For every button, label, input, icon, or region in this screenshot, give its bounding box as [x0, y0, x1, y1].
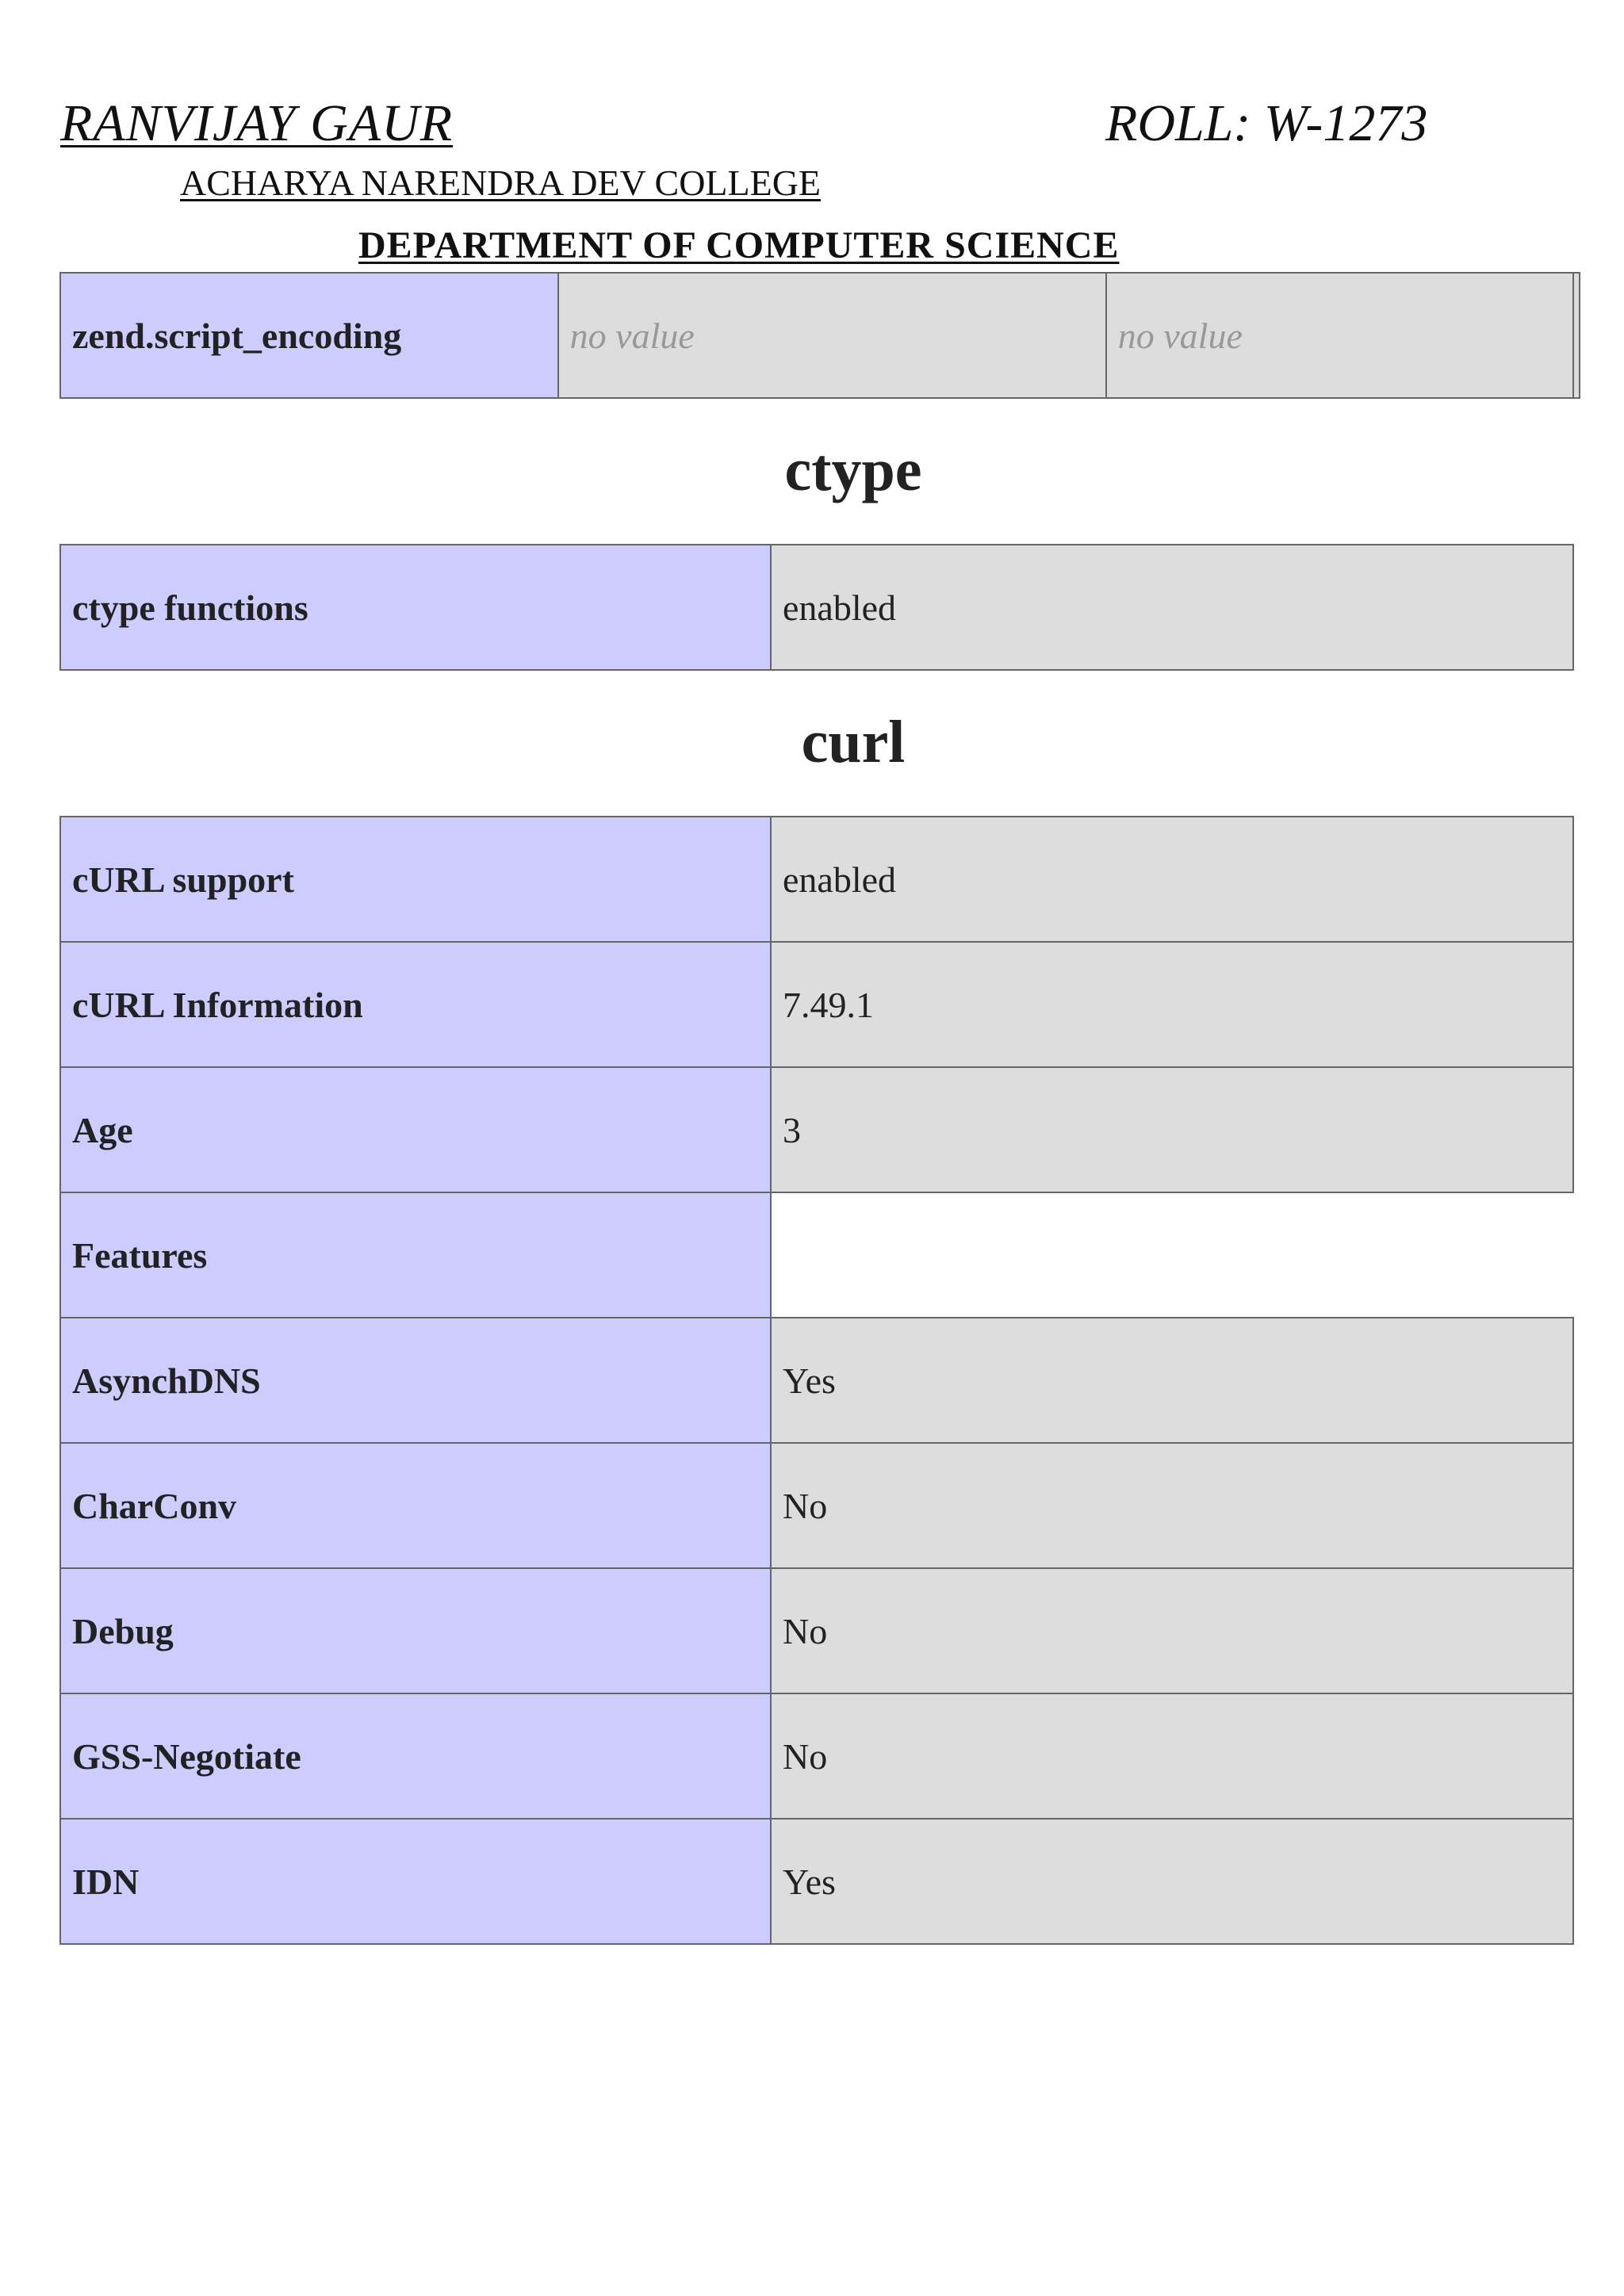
setting-key: GSS-Negotiate: [60, 1693, 771, 1819]
local-value: no value: [558, 273, 1106, 398]
setting-key: Debug: [60, 1568, 771, 1693]
section-title-ctype: ctype: [784, 437, 922, 503]
setting-value: enabled: [771, 817, 1573, 942]
setting-value: 7.49.1: [771, 942, 1573, 1067]
setting-value: 3: [771, 1067, 1573, 1192]
table-edge: [1573, 273, 1580, 398]
college-name: ACHARYA NARENDRA DEV COLLEGE: [180, 163, 822, 203]
roll-number: ROLL: W-1273: [1105, 94, 1428, 152]
setting-key: zend.script_encoding: [60, 273, 558, 398]
ctype-table: [59, 544, 1574, 671]
section-title-curl: curl: [801, 709, 906, 775]
setting-value: No: [771, 1693, 1573, 1819]
table-row: [60, 1318, 1573, 1443]
master-value: no value: [1106, 273, 1573, 398]
curl-table: [59, 816, 1574, 1945]
setting-value: Yes: [771, 1819, 1573, 1944]
table-row: [60, 817, 1573, 942]
table-row: [60, 1192, 1573, 1318]
zend-settings-table: [59, 272, 1580, 399]
table-row: [60, 273, 1580, 398]
setting-value: [771, 1192, 1573, 1318]
setting-value: Yes: [771, 1318, 1573, 1443]
student-name: RANVIJAY GAUR: [60, 94, 454, 152]
table-row: [60, 1819, 1573, 1944]
setting-value: No: [771, 1443, 1573, 1568]
setting-value: No: [771, 1568, 1573, 1693]
table-row: [60, 545, 1573, 670]
setting-value: enabled: [771, 545, 1573, 670]
setting-key: Features: [60, 1192, 771, 1318]
table-row: [60, 942, 1573, 1067]
table-row: [60, 1443, 1573, 1568]
setting-key: CharConv: [60, 1443, 771, 1568]
setting-key: AsynchDNS: [60, 1318, 771, 1443]
setting-key: IDN: [60, 1819, 771, 1944]
table-row: [60, 1067, 1573, 1192]
table-row: [60, 1568, 1573, 1693]
setting-key: Age: [60, 1067, 771, 1192]
department-name: DEPARTMENT OF COMPUTER SCIENCE: [358, 224, 1120, 266]
setting-key: cURL Information: [60, 942, 771, 1067]
setting-key: cURL support: [60, 817, 771, 942]
table-row: [60, 1693, 1573, 1819]
setting-key: ctype functions: [60, 545, 771, 670]
